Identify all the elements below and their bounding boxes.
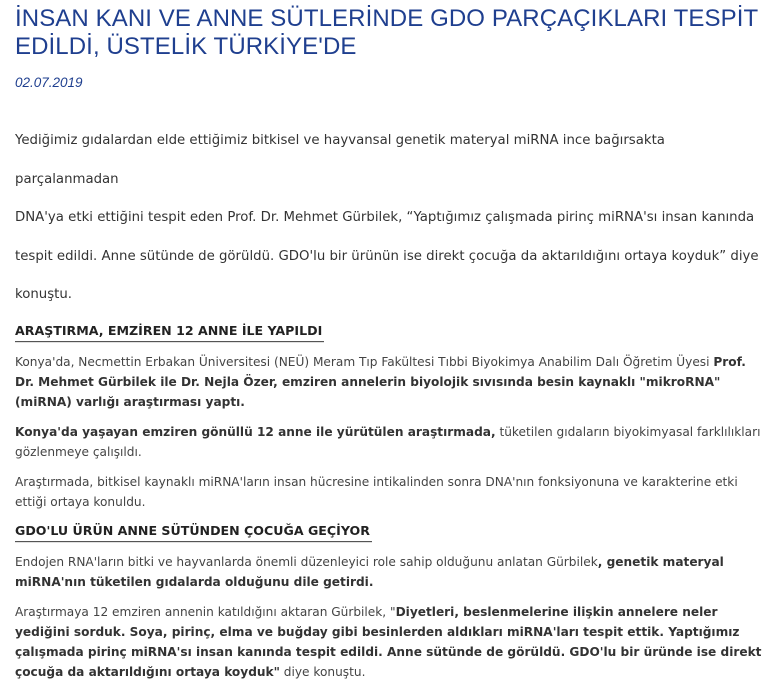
paragraph-text: diye konuştu.: [279, 664, 366, 679]
paragraph-bold-text: Konya'da yaşayan emziren gönüllü 12 anne ile yürütülen araştırmada,: [15, 424, 496, 439]
article-title: İNSAN KANI VE ANNE SÜTLERİNDE GDO PARÇAÇIKLARI TESPİT EDİLDİ, ÜSTELİK TÜRKİYE'DE: [15, 5, 758, 60]
paragraph-bold-text: Prof. Dr. Mehmet Gürbilek ile Dr. Nejla Özer, emziren annelerin biyolojik sıvısında besin kaynaklı "mikroRNA" (miRNA) varlığı araştırması yaptı.: [15, 354, 746, 409]
paragraph-text: tüketilen gıdaların biyokimyasal farklılıkları gözlenmeye çalışıldı.: [15, 424, 761, 459]
paragraph: [15, 422, 767, 462]
paragraph: [15, 602, 767, 682]
article-date: 02.07.2019: [15, 75, 83, 90]
paragraph: [15, 552, 767, 592]
paragraph: [15, 352, 767, 412]
lead-line: DNA'ya etki ettiğini tespit eden Prof. Dr. Mehmet Gürbilek, “Yaptığımız çalışmada pirinç miRNA'sı insan kanında: [15, 210, 755, 225]
paragraph-text: Konya'da, Necmettin Erbakan Üniversitesi (NEÜ) Meram Tıp Fakültesi Tıbbi Biyokimya Anabilim Dalı Öğretim Üyesi: [15, 354, 714, 369]
section-heading-gmo: GDO'LU ÜRÜN ANNE SÜTÜNDEN ÇOCUĞA GEÇİYOR: [15, 520, 372, 542]
lead-line: konuştu.: [15, 287, 73, 302]
lead-line: tespit edildi. Anne sütünde de görüldü. GDO'lu bir ürünün ise direkt çocuğa da aktarıldığını ortaya koyduk” diye: [15, 248, 759, 264]
paragraph-text: Araştırmaya 12 emziren annenin katıldığını aktaran Gürbilek, ": [15, 604, 396, 619]
lead-line: Yediğimiz gıdalardan elde ettiğimiz bitkisel ve hayvansal genetik materyal miRNA ince bağırsakta parçalanmadan: [15, 133, 665, 187]
news-article: [15, 0, 767, 682]
section-heading-research: ARAŞTIRMA, EMZİREN 12 ANNE İLE YAPILDI: [15, 320, 324, 342]
paragraph-bold-text: Diyetleri, beslenmelerine ilişkin annelere neler yediğini sorduk. Soya, pirinç, elma ve buğday gibi besinlerden aldıkları miRNA'ları tespit ettik. Yaptığımız çalışmada pirinç miRNA'sı insan kanında tespit edildi. Anne sütünde de görüldü. GDO'lu bir üründe ise direkt çocuğa da aktarıldığını ortaya koyduk": [15, 604, 762, 679]
paragraph: [15, 472, 767, 512]
article-lead: [15, 122, 767, 315]
paragraph-text: Endojen RNA'ların bitki ve hayvanlarda önemli düzenleyici role sahip olduğunu anlatan Gürbilek: [15, 554, 598, 569]
paragraph-text: Araştırmada, bitkisel kaynaklı miRNA'ların insan hücresine intikalinden sonra DNA'nın fonksiyonuna ve karakterine etki ettiği ortaya konuldu.: [15, 474, 738, 509]
paragraph-bold-text: , genetik materyal miRNA'nın tüketilen gıdalarda olduğunu dile getirdi.: [15, 554, 724, 589]
